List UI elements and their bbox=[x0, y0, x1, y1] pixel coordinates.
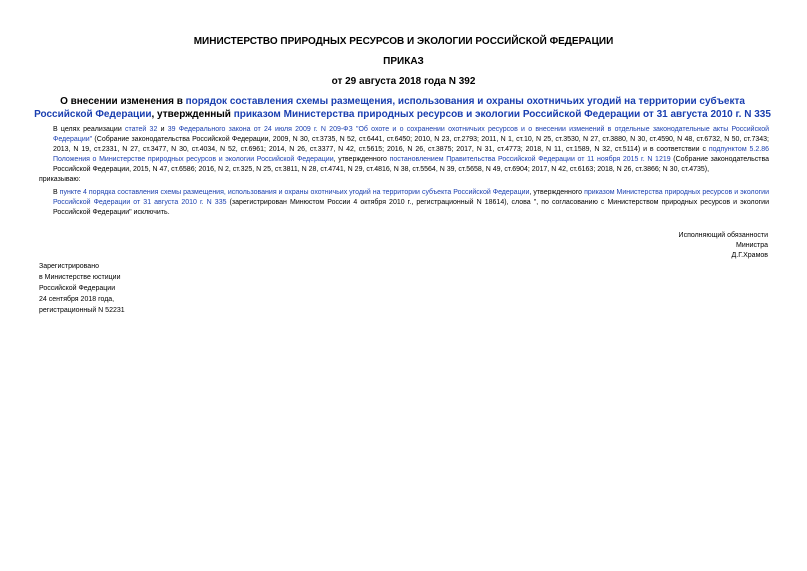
title-link-order-335[interactable]: приказом Министерства природных ресурсов и экологии Российской Федерации от 31 августа 2010 г. N 335 bbox=[233, 109, 771, 120]
title-text-2: , утвержденный bbox=[151, 109, 234, 120]
link-subparagraph-5-2-86[interactable]: подпунктом 5.2.86 Положения о Министерстве природных ресурсов и экологии Российской Федерации bbox=[53, 146, 769, 163]
registration-line-2: в Министерстве юстиции bbox=[39, 274, 121, 281]
registration-line-5: регистрационный N 52231 bbox=[39, 307, 125, 314]
preamble-text-5: (Собрание законодательства Российской Федерации, 2015, N 47, ст.6586; 2016, N 2, ст.325, N 25, ст.3811, N 28, ст.4741, N 29, ст.4816, N 38, ст.5564, N 39, ст.5658, N 49, ст.6904; 2017, N 42, ст.6163; 2018, N 26, ст.3866; N 30, ст.4735), bbox=[53, 156, 769, 173]
signature-position: Исполняющий обязанности bbox=[678, 232, 768, 239]
registration-line-4: 24 сентября 2018 года, bbox=[39, 296, 115, 303]
document-date-number: от 29 августа 2018 года N 392 bbox=[331, 76, 476, 87]
order-word: приказываю: bbox=[39, 176, 81, 183]
title-link-procedure[interactable]: порядок составления схемы размещения, использования и охраны охотничьих угодий на территории субъекта Российской Федерации bbox=[34, 96, 745, 120]
preamble-text-2: и bbox=[157, 126, 168, 133]
amendment-text-1: В bbox=[53, 189, 60, 196]
link-order-335[interactable]: приказом Министерства природных ресурсов и экологии Российской Федерации от 31 августа 2010 г. N 335 bbox=[53, 189, 769, 206]
document-title bbox=[30, 95, 775, 121]
link-federal-law-209[interactable]: 39 Федерального закона от 24 июля 2009 г. N 209-ФЗ "Об охоте и о сохранении охотничьих ресурсов и о внесении изменений в отдельные законодательные акты Российской Федерации" bbox=[53, 126, 770, 143]
preamble-paragraph bbox=[39, 125, 769, 218]
link-article-32[interactable]: статей 32 bbox=[125, 126, 158, 133]
registration-line-3: Российской Федерации bbox=[39, 285, 116, 292]
amendment-text-3: (зарегистрирован Минюстом России 4 октября 2010 г., регистрационный N 18614), слова ", по согласованию с Министерством природных ресурсов и экологии Российской Федерации" исключить. bbox=[53, 199, 769, 216]
title-text-1: О внесении изменения в bbox=[60, 96, 186, 107]
amendment-paragraph bbox=[39, 188, 769, 218]
preamble-text-1: В целях реализации bbox=[53, 126, 125, 133]
link-government-decree-1219[interactable]: постановлением Правительства Российской Федерации от 11 ноября 2015 г. N 1219 bbox=[389, 156, 671, 163]
document-type: ПРИКАЗ bbox=[383, 56, 424, 67]
signature-title: Министра bbox=[735, 242, 768, 249]
preamble-text-3: (Собрание законодательства Российской Федерации, 2009, N 30, ст.3735, N 52, ст.6441, ст.6450; 2010, N 23, ст.2793; 2011, N 1, ст.10, N 25, ст.3530, N 27, ст.3880, N 30, ст.4590, N 48, ст.6732, N 50, ст.7343; 2013, N 19, ст.2331, N 27, ст.3477, N 30, ст.4034, N 52, ст.6961; 2014, N 26, ст.3377, N 42, ст.5615; 2016, N 26, ст.3875; 2017, N 31, ст.4773; 2018, N 11, ст.1589, N 32, ст.5114) и в соответствии с bbox=[53, 136, 769, 153]
signature-name: Д.Г.Храмов bbox=[731, 252, 768, 259]
ministry-heading: МИНИСТЕРСТВО ПРИРОДНЫХ РЕСУРСОВ И ЭКОЛОГИИ РОССИЙСКОЙ ФЕДЕРАЦИИ bbox=[193, 36, 614, 47]
registration-line-1: Зарегистрировано bbox=[39, 263, 99, 270]
link-procedure-point-4[interactable]: пункте 4 порядка составления схемы размещения, использования и охраны охотничьих угодий на территории субъекта Российской Федерации bbox=[59, 189, 530, 196]
signature-block bbox=[679, 231, 768, 261]
amendment-text-2: , утвержденного bbox=[529, 189, 585, 196]
preamble-text-4: , утвержденного bbox=[333, 156, 390, 163]
registration-block bbox=[39, 261, 125, 316]
